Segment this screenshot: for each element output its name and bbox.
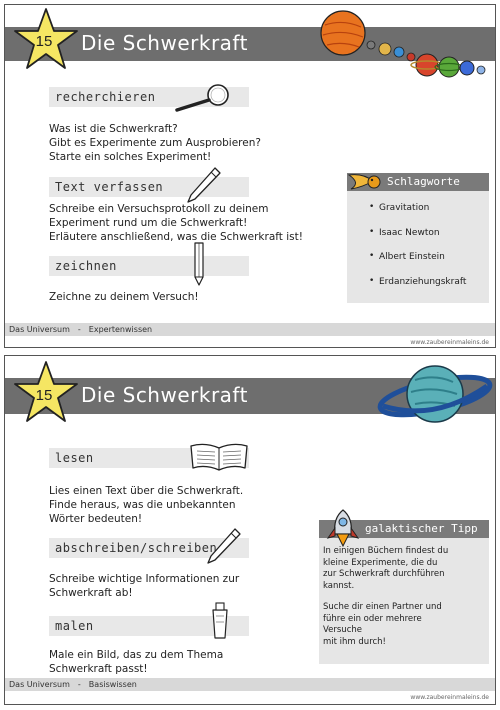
section-text-zeichnen (49, 290, 309, 304)
keyword-item: • Erdanziehungskraft (369, 277, 466, 302)
planets-icon (315, 7, 495, 87)
text-line: zur Schwerkraft durchführen kannst. (323, 569, 445, 591)
section-label-zeichnen: zeichnen (49, 256, 249, 276)
magnifier-icon (173, 83, 235, 113)
section-label-malen: malen (49, 616, 249, 636)
card-number: 15 (35, 387, 53, 404)
footer-topic: Das Universum (9, 325, 70, 334)
tip-paragraph (323, 602, 463, 648)
section-text-lesen (49, 484, 309, 526)
section-text-malen (49, 648, 309, 676)
text-line: In einigen Büchern findest du (323, 546, 449, 556)
text-line: Wörter bedeuten! (49, 513, 143, 525)
open-book-icon (189, 440, 249, 472)
text-line: Schwerkraft passt! (49, 663, 148, 675)
tip-text (323, 546, 463, 658)
text-line: Was ist die Schwerkraft? (49, 123, 178, 135)
pencil-icon (191, 241, 207, 287)
text-line: führe ein oder mehrere Versuche (323, 613, 422, 635)
rocket-icon (323, 508, 363, 548)
footer-separator: - (77, 680, 81, 689)
card-title: Die Schwerkraft (81, 383, 248, 407)
tip-paragraph (323, 546, 463, 592)
text-line: Lies einen Text über die Schwerkraft. (49, 485, 244, 497)
keyword-item: • Albert Einstein (369, 252, 466, 277)
text-line: Experiment rund um die Schwerkraft! (49, 217, 248, 229)
source-url: www.zaubereinmaleins.de (410, 339, 489, 346)
text-line: Male ein Bild, das zu dem Thema (49, 649, 224, 661)
section-label-lesen: lesen (49, 448, 249, 468)
task-card-basic (4, 355, 496, 705)
text-line: Zeichne zu deinem Versuch! (49, 291, 199, 303)
text-line: Finde heraus, was die unbekannten (49, 499, 236, 511)
footer-level: Expertenwissen (88, 325, 153, 334)
comet-icon (347, 169, 383, 195)
section-label-abschreiben: abschreiben/schreiben (49, 538, 249, 558)
pen-icon (203, 526, 243, 568)
ringed-planet-icon (375, 360, 495, 432)
tip-title: galaktischer Tipp (319, 520, 489, 538)
footer (5, 323, 495, 336)
text-line: Starte ein solches Experiment! (49, 151, 212, 163)
card-number: 15 (35, 33, 53, 50)
keyword-item: • Gravitation (369, 203, 466, 228)
section-text-text-verfassen (49, 202, 309, 244)
text-line: Suche dir einen Partner und (323, 602, 442, 612)
footer-level: Basiswissen (88, 680, 137, 689)
keywords-title: Schlagworte (347, 173, 489, 191)
section-text-recherchieren (49, 122, 309, 164)
paint-tube-icon (207, 600, 233, 640)
card-title: Die Schwerkraft (81, 31, 248, 55)
section-text-abschreiben (49, 572, 309, 600)
keywords-list (369, 203, 466, 301)
source-url: www.zaubereinmaleins.de (410, 694, 489, 701)
keyword-item: • Isaac Newton (369, 228, 466, 253)
text-line: Schwerkraft ab! (49, 587, 133, 599)
text-line: Erläutere anschließend, was die Schwerkraft ist! (49, 231, 303, 243)
text-line: Schreibe wichtige Informationen zur (49, 573, 240, 585)
text-line: Schreibe ein Versuchsprotokoll zu deinem (49, 203, 269, 215)
text-line: mit ihm durch! (323, 636, 386, 647)
section-label-recherchieren: recherchieren (49, 87, 249, 107)
footer-topic: Das Universum (9, 680, 70, 689)
section-label-text-verfassen: Text verfassen (49, 177, 249, 197)
text-line: Gibt es Experimente zum Ausprobieren? (49, 137, 261, 149)
text-line: kleine Experimente, die du (323, 557, 438, 568)
footer-separator: - (77, 325, 81, 334)
task-card-expert (4, 4, 496, 348)
pen-icon (183, 165, 223, 207)
footer (5, 678, 495, 691)
